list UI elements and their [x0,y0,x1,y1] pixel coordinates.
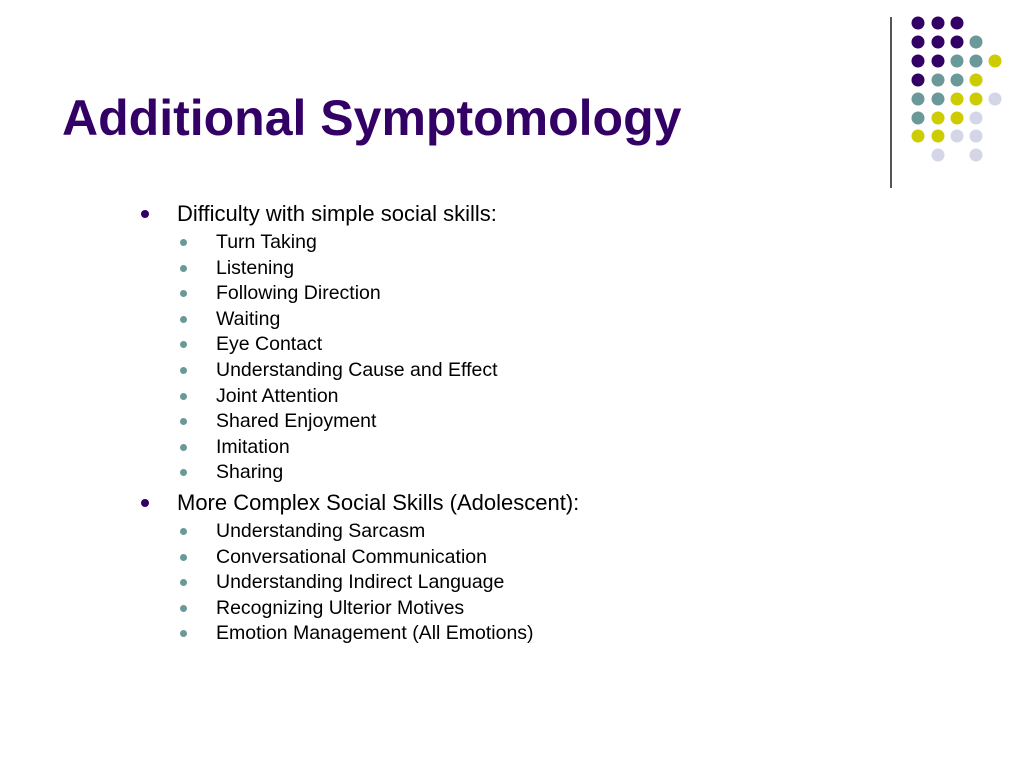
sub-bullet-item [138,596,938,622]
sub-bullet-text: Following Direction [216,282,381,305]
decorative-dot-grid [0,0,1024,200]
sub-bullet-text: Understanding Sarcasm [216,519,426,542]
decor-dot [989,93,1002,106]
sub-bullet-item [138,230,938,256]
decor-dot [932,112,945,125]
sub-bullet-dot-icon [180,469,187,476]
bullet-item [138,197,938,230]
slide-title: Additional Symptomology [62,90,682,146]
sub-bullet-text: Conversational Communication [216,545,487,568]
sub-bullet-item [138,519,938,545]
sub-bullet-dot-icon [180,418,187,425]
sub-bullet-item [138,545,938,571]
bullet-dot-icon [141,499,149,507]
bullet-dot-icon [141,210,149,218]
sub-bullet-dot-icon [180,290,187,297]
sub-bullet-dot-icon [180,265,187,272]
sub-bullet-item [138,307,938,333]
sub-bullet-item [138,409,938,435]
sub-bullet-dot-icon [180,554,187,561]
sub-bullet-text: Joint Attention [216,384,339,407]
decor-dot [951,17,964,30]
sub-bullet-dot-icon [180,367,187,374]
bullet-list [138,197,938,647]
sub-bullet-text: Shared Enjoyment [216,410,377,433]
decor-dot [951,55,964,68]
sub-bullet-dot-icon [180,341,187,348]
sub-bullet-item [138,256,938,282]
sub-bullet-text: Listening [216,256,295,279]
bullet-text: Difficulty with simple social skills: [177,201,497,226]
sub-bullet-dot-icon [180,239,187,246]
sub-bullet-item [138,281,938,307]
sub-bullet-text: Waiting [216,307,281,330]
decor-dot [970,74,983,87]
decor-dot [951,74,964,87]
sub-bullet-item [138,570,938,596]
sub-bullet-text: Understanding Cause and Effect [216,358,498,381]
decor-dot [970,36,983,49]
sub-bullet-item [138,332,938,358]
sub-bullet-text: Turn Taking [216,231,317,253]
decor-dot [951,93,964,106]
sub-bullet-dot-icon [180,316,187,323]
decor-dot [912,55,925,68]
decor-dot [932,149,945,162]
sub-bullet-dot-icon [180,444,187,451]
sub-bullet-dot-icon [180,393,187,400]
decor-dot [951,112,964,125]
decor-dot [970,112,983,125]
decor-dot [951,130,964,143]
decor-dot [912,74,925,87]
sub-bullet-item [138,460,938,486]
decor-dot [912,36,925,49]
sub-bullet-dot-icon [180,528,187,535]
sub-bullet-text: Sharing [216,461,284,484]
decor-dot [932,130,945,143]
bullet-text: More Complex Social Skills (Adolescent): [177,489,580,515]
decor-dot [951,36,964,49]
decor-dot [912,93,925,106]
sub-bullet-text: Eye Contact [216,333,323,356]
decor-dot [970,149,983,162]
sub-bullet-item [138,358,938,384]
decor-dot [932,93,945,106]
decor-dot [912,130,925,143]
decor-dot [912,17,925,30]
decor-dot [970,130,983,143]
sub-bullet-text: Recognizing Ulterior Motives [216,596,465,619]
sub-bullet-text: Understanding Indirect Language [216,571,505,594]
sub-bullet-dot-icon [180,579,187,586]
decor-dot [932,74,945,87]
decor-dot [932,55,945,68]
sub-bullet-item [138,621,938,647]
decor-dot [932,36,945,49]
decor-dot [912,112,925,125]
decor-dot [932,17,945,30]
decor-dot [989,55,1002,68]
sub-bullet-text: Emotion Management (All Emotions) [216,622,534,645]
sub-bullet-dot-icon [180,630,187,637]
sub-bullet-dot-icon [180,605,187,612]
sub-bullet-item [138,435,938,461]
bullet-item [138,486,938,519]
decor-dot [970,93,983,106]
sub-bullet-item [138,384,938,410]
decor-dot [970,55,983,68]
sub-bullet-text: Imitation [216,435,290,458]
